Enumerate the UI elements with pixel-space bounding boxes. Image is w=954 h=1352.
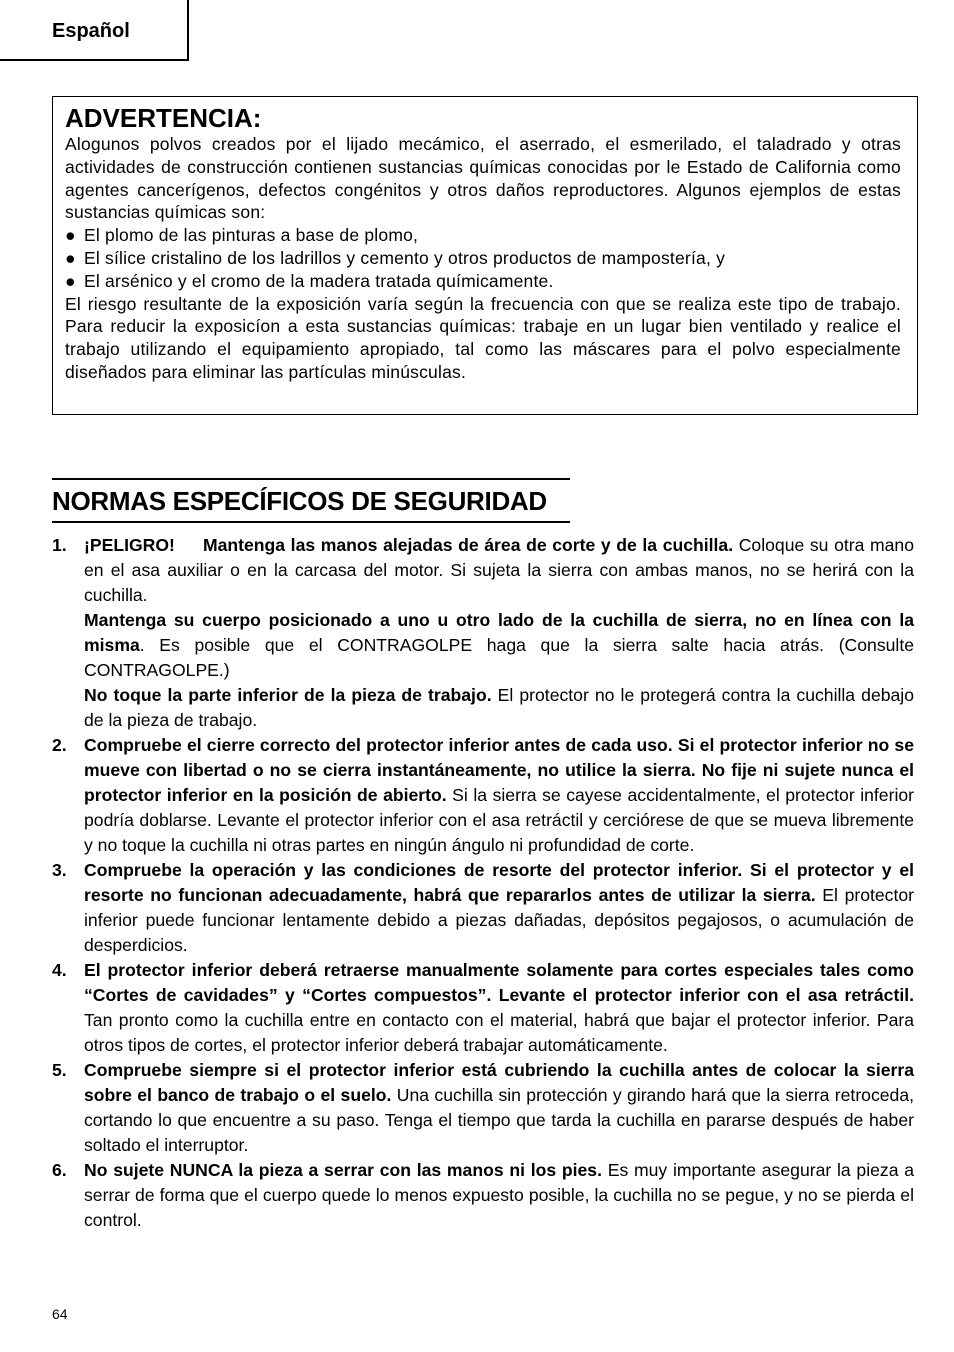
warning-bullet-text: El sílice cristalino de los ladrillos y cemento y otros productos de mampostería, y	[84, 247, 726, 268]
warning-bullet-text: El arsénico y el cromo de la madera tratada químicamente.	[84, 270, 554, 291]
rule-bold-text: No sujete NUNCA la pieza a serrar con las manos ni los pies.	[84, 1160, 602, 1180]
rule-bold-text: Compruebe el cierre correcto del protector inferior antes de cada uso. Si el protector inferior no se mueve con libertad o no se cierra instantáneamente, no utilice la sierra. No fije ni sujete nunca el protector inferior en la posición de abierto.	[84, 735, 914, 805]
warning-bullet	[65, 224, 901, 247]
warning-bullet	[65, 247, 901, 270]
bullet-dot-icon: ●	[65, 247, 76, 268]
rule-item	[52, 733, 914, 858]
rule-bold-text: Mantenga su cuerpo posicionado a uno u otro lado de la cuchilla de sierra, no en línea con la misma	[84, 610, 914, 655]
rule-text: Es muy importante asegurar la pieza a serrar de forma que el cuerpo quede lo menos expuesto posible, la cuchilla no se pegue, y no se pierda el control.	[84, 1160, 914, 1230]
rule-bold-text: Compruebe siempre si el protector inferior está cubriendo la cuchilla antes de colocar la sierra sobre el banco de trabajo o el suelo.	[84, 1060, 914, 1105]
rule-text: El protector no le protegerá contra la cuchilla debajo de la pieza de trabajo.	[84, 685, 915, 730]
rule-paragraph	[84, 733, 914, 858]
language-tab	[0, 0, 189, 61]
rule-text: Coloque su otra mano en el asa auxiliar o en la carcasa del motor. Si sujeta la sierra con ambas manos, no se herirá con la cuchilla.	[84, 535, 915, 605]
page-number: 64	[52, 1306, 68, 1322]
rule-number: 5.	[52, 1060, 67, 1080]
warning-bullet-text: El plomo de las pinturas a base de plomo,	[84, 225, 419, 246]
warning-closing: El riesgo resultante de la exposición varía según la frecuencia con que se realiza este tipo de trabajo. Para reducir la exposicíon a esta sustancias químicas: trabaje en un lugar bien ventilado y realice el trabajo utilizando el equipamiento apropiado, tal como las máscares para el polvo especialmente diseñados para eliminar las partículas minúsculas.	[65, 293, 901, 382]
rule-paragraph	[84, 533, 914, 608]
rule-text: . Es posible que el CONTRAGOLPE haga que la sierra salte hacia atrás. (Consulte CONTRAGOLPE.)	[84, 635, 914, 680]
rule-item	[52, 1058, 914, 1158]
rule-item	[52, 533, 914, 733]
rule-text: Una cuchilla sin protección y girando hará que la sierra retroceda, cortando lo que encuentre a su paso. Tenga el tiempo que tarda la cuchilla en pararse después de haber soltado el interruptor.	[84, 1085, 914, 1155]
rule-paragraph	[84, 1058, 914, 1158]
rule-content	[84, 1058, 914, 1158]
section-title: NORMAS ESPECÍFICOS DE SEGURIDAD	[52, 486, 547, 516]
rule-content	[84, 1158, 914, 1233]
rule-number: 4.	[52, 960, 67, 980]
warning-body	[65, 133, 901, 384]
rule-paragraph	[84, 958, 914, 1058]
rule-text: Tan pronto como la cuchilla entre en contacto con el material, habrá que bajar el protector inferior. Para otros tipos de cortes, el protector inferior deberá trabajar automáticamente.	[84, 1010, 914, 1055]
rule-number: 1.	[52, 535, 67, 555]
rule-bold-text: No toque la parte inferior de la pieza de trabajo.	[84, 685, 492, 705]
rule-text: Si la sierra se cayese accidentalmente, el protector inferior podría doblarse. Levante el protector inferior con el asa retráctil y cerciórese de que se mueva libremente y no toque la cuchilla ni otras partes en ningún ángulo ni profundidad de corte.	[84, 785, 914, 855]
rule-content	[84, 733, 914, 858]
rule-item	[52, 958, 914, 1058]
rule-content	[84, 533, 914, 733]
warning-bullet	[65, 270, 901, 293]
bullet-dot-icon: ●	[65, 225, 76, 246]
rule-number: 2.	[52, 735, 67, 755]
rule-content	[84, 958, 914, 1058]
rule-bold-text: ¡PELIGRO! Mantenga las manos alejadas de área de corte y de la cuchilla.	[84, 535, 734, 555]
safety-rules-list	[52, 533, 914, 1233]
rule-text: El protector inferior puede funcionar lentamente debido a piezas dañadas, depósitos pegajosos, o acumulación de desperdicios.	[84, 885, 914, 955]
rule-content	[84, 858, 914, 958]
rule-paragraph	[84, 683, 914, 733]
bullet-dot-icon: ●	[65, 270, 76, 291]
rule-paragraph	[84, 858, 914, 958]
warning-box	[52, 96, 918, 415]
language-label: Español	[52, 20, 130, 42]
rule-number: 6.	[52, 1160, 67, 1180]
warning-intro: Alogunos polvos creados por el lijado mecámico, el aserrado, el esmerilado, el taladrado y otras actividades de construcción contienen sustancias químicas conocidas por le Estado de California como agentes cancerígenos, defectos congénitos y otros daños reproductores. Algunos ejemplos de estas sustancias químicas son:	[65, 134, 901, 223]
section-heading	[52, 478, 570, 523]
rule-item	[52, 1158, 914, 1233]
rule-number: 3.	[52, 860, 67, 880]
rule-bold-text: El protector inferior deberá retraerse manualmente solamente para cortes especiales tales como “Cortes de cavidades” y “Cortes compuestos”. Levante el protector inferior con el asa retráctil.	[84, 960, 914, 1005]
warning-title: ADVERTENCIA:	[65, 103, 262, 133]
rule-paragraph	[84, 1158, 914, 1233]
rule-paragraph	[84, 608, 914, 683]
rule-bold-text: Compruebe la operación y las condiciones de resorte del protector inferior. Si el protector y el resorte no funcionan adecuadamente, habrá que repararlos antes de utilizar la sierra.	[84, 860, 914, 905]
rule-item	[52, 858, 914, 958]
